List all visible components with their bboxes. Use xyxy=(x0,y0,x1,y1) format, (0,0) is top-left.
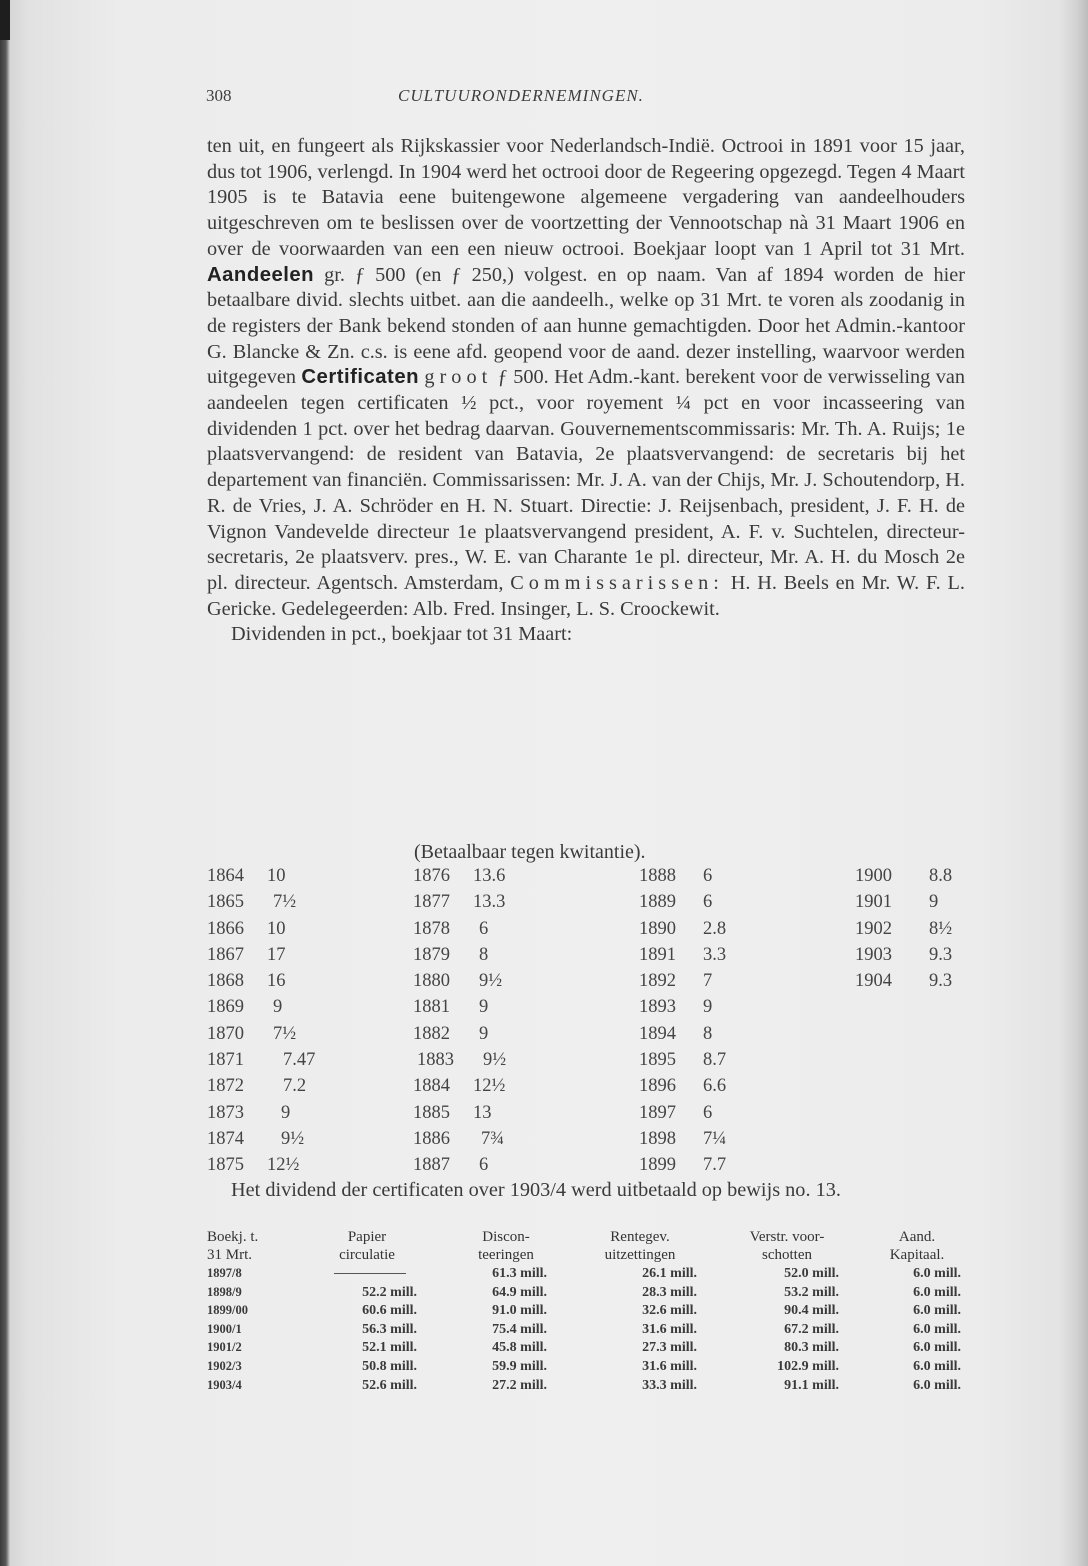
table-row: 1899/00 60.6 mill. 91.0 mill. 32.6 mill. 90.4 mill. 6.0 mill. xyxy=(207,1303,961,1319)
dividends-note: (Betaalbaar tegen kwitantie). xyxy=(414,841,646,863)
running-header xyxy=(206,86,966,116)
value: 9 xyxy=(479,997,489,1018)
value: 13 xyxy=(473,1102,492,1123)
table-row: 1901/2 52.1 mill. 45.8 mill. 27.3 mill. 80.3 mill. 6.0 mill. xyxy=(207,1340,961,1356)
spaced-text: groot xyxy=(424,366,493,389)
year: 1903 xyxy=(855,944,892,965)
year: 1882 xyxy=(413,1023,450,1044)
value: 6 xyxy=(703,866,713,886)
header-cell: Papier circulatie xyxy=(339,1229,395,1263)
header-cell: Aand. Kapitaal. xyxy=(889,1229,945,1263)
empty-dash xyxy=(327,1266,413,1282)
text-segment: gr. ƒ 500 (en ƒ 250,) volgest. en op naam. Van af 1894 worden de hier betaalbare divid. slechts uitbet. aan die aandeelh., welke op 31 Mrt. te voren als zoodanig in de registers der Bank bekend stonden of aan hunne gemachtigden. Door het Admin.-kantoor G. Blancke & Zn. c.s. is eene afd. geopend voor de aand. dezer instelling, waarvoor werden uitgegeven xyxy=(207,263,965,389)
year: 1868 xyxy=(207,971,244,992)
year: 1873 xyxy=(207,1102,244,1123)
year: 1898 xyxy=(639,1128,676,1149)
year: 1890 xyxy=(639,918,676,939)
value: 10 xyxy=(267,918,286,939)
book-spine-shadow xyxy=(0,0,10,40)
value: 10 xyxy=(267,866,286,886)
financial-table-body xyxy=(207,1266,967,1396)
table-row: 1903/4 52.6 mill. 27.2 mill. 33.3 mill. 91.1 mill. 6.0 mill. xyxy=(207,1377,961,1393)
year: 1867 xyxy=(207,944,244,965)
value: 9.3 xyxy=(929,971,953,992)
year: 1889 xyxy=(639,892,676,913)
year: 1901 xyxy=(855,892,892,913)
year: 1896 xyxy=(639,1076,676,1097)
year: 1883 xyxy=(417,1050,454,1071)
value: 9½ xyxy=(479,971,503,992)
year: 1897 xyxy=(639,1102,676,1123)
year: 1866 xyxy=(207,918,244,939)
year: 1880 xyxy=(413,971,450,992)
financial-table xyxy=(207,1228,967,1396)
value: 12½ xyxy=(473,1076,506,1097)
year: 1888 xyxy=(639,866,676,886)
value: 7.47 xyxy=(283,1050,316,1071)
year: 1864 xyxy=(207,866,244,886)
text-segment: H. H. Beels en Mr. W. F. L. Gericke. Gedelegeerden: Alb. Fred. Insinger, L. S. Croockewit. xyxy=(207,571,965,620)
value: 9 xyxy=(929,892,939,913)
year: 1893 xyxy=(639,997,676,1018)
value: 7¾ xyxy=(481,1128,505,1149)
value: 8 xyxy=(703,1023,713,1044)
table-row: 1897/8 61.3 mill. 26.1 mill. 52.0 mill. 6.0 mill. xyxy=(207,1266,961,1281)
value: 6 xyxy=(703,892,713,913)
year: 1900 xyxy=(855,866,892,886)
value: 8 xyxy=(479,944,489,965)
text-segment: ƒ 500. Het Adm.-kant. berekent voor de verwisseling van aandeelen tegen certificaten ½ pct., voor royement ¼ pct en voor incasseering van dividenden 1 pct. over het bedrag daarvan. Gouvernementscommissaris: Mr. Th. A. Ruijs; 1e plaatsvervangend: de resident van Batavia, 2e plaatsvervangend: de secretaris bij het departement van financiën. Commissarissen: Mr. J. A. van der Chijs, Mr. J. Schoutendorp, H. R. de Vries, J. A. Schröder en H. N. Stuart. Directie: J. Reijsenbach, president, J. F. H. de Vignon Vandevelde directeur 1e plaatsvervangend president, A. F. v. Suchtelen, directeur-secretaris, 2e plaatsverv. pres., W. E. van Charante 1e pl. directeur, Mr. A. H. du Mosch 2e pl. directeur. Agentsch. Amsterdam, xyxy=(207,366,966,594)
header-cell: Discon- teeringen xyxy=(478,1229,534,1263)
year: 1869 xyxy=(207,997,244,1018)
value: 13.3 xyxy=(473,892,506,913)
year: 1875 xyxy=(207,1155,244,1176)
value: 6 xyxy=(479,1155,489,1176)
header-cell: Verstr. voor- schotten xyxy=(749,1229,825,1263)
value: 2.8 xyxy=(703,918,727,939)
table-row: 1902/3 50.8 mill. 59.9 mill. 31.6 mill. 102.9 mill. 6.0 mill. xyxy=(207,1358,961,1374)
value: 16 xyxy=(267,971,286,992)
bold-heading-certificaten: Certificaten xyxy=(301,366,419,389)
value: 12½ xyxy=(267,1155,300,1176)
year: 1874 xyxy=(207,1128,244,1149)
spaced-text: Commissarissen: xyxy=(510,571,724,594)
value: 7½ xyxy=(273,1023,297,1044)
year: 1904 xyxy=(855,971,892,992)
year: 1871 xyxy=(207,1050,244,1071)
value: 9 xyxy=(479,1023,489,1044)
value: 7 xyxy=(703,971,713,992)
year: 1886 xyxy=(413,1128,450,1149)
year: 1878 xyxy=(413,918,450,939)
value: 17 xyxy=(267,944,286,965)
year: 1895 xyxy=(639,1050,676,1071)
year: 1877 xyxy=(413,892,450,913)
value: 7.2 xyxy=(283,1076,307,1097)
value: 8.7 xyxy=(703,1050,727,1071)
running-title: CULTUURONDERNEMINGEN. xyxy=(398,86,644,105)
year: 1876 xyxy=(413,866,450,886)
table-row: 1898/9 52.2 mill. 64.9 mill. 28.3 mill. 53.2 mill. 6.0 mill. xyxy=(207,1284,961,1300)
value: 3.3 xyxy=(703,944,727,965)
year: 1894 xyxy=(639,1023,676,1044)
year: 1899 xyxy=(639,1155,676,1176)
financial-table-header xyxy=(207,1228,967,1266)
value: 9 xyxy=(281,1102,291,1123)
value: 6 xyxy=(479,918,489,939)
year: 1870 xyxy=(207,1023,244,1044)
value: 6 xyxy=(703,1102,713,1123)
table-row: 1900/1 56.3 mill. 75.4 mill. 31.6 mill. 67.2 mill. 6.0 mill. xyxy=(207,1321,961,1337)
year: 1879 xyxy=(413,944,450,965)
year: 1887 xyxy=(413,1155,450,1176)
note-text: Het dividend der certificaten over 1903/4 werd uitbetaald op bewijs no. 13. xyxy=(231,1179,841,1201)
year: 1885 xyxy=(413,1102,450,1123)
value: 13.6 xyxy=(473,866,506,886)
value: 7½ xyxy=(273,892,297,913)
value: 8.8 xyxy=(929,866,953,886)
value: 9½ xyxy=(281,1128,305,1149)
year: 1892 xyxy=(639,971,676,992)
year: 1902 xyxy=(855,918,892,939)
main-paragraph xyxy=(207,134,965,648)
year: 1865 xyxy=(207,892,244,913)
value: 6.6 xyxy=(703,1076,727,1097)
header-cell: Boekj. t. 31 Mrt. xyxy=(207,1229,259,1263)
certificate-dividend-note xyxy=(207,1178,965,1203)
bold-heading-aandeelen: Aandeelen xyxy=(207,263,315,286)
year: 1891 xyxy=(639,944,676,965)
value: 9.3 xyxy=(929,944,953,965)
year: 1881 xyxy=(413,997,450,1018)
value: 7¼ xyxy=(703,1128,727,1149)
value: 9 xyxy=(703,997,713,1018)
value: 9 xyxy=(273,997,283,1018)
value: 8½ xyxy=(929,918,953,939)
page-number: 308 xyxy=(206,86,232,105)
dividends-intro: Dividenden in pct., boekjaar tot 31 Maart: xyxy=(231,623,573,646)
year: 1884 xyxy=(413,1076,450,1097)
value: 7.7 xyxy=(703,1155,727,1176)
value: 9½ xyxy=(483,1050,507,1071)
header-cell: Rentegev. uitzettingen xyxy=(604,1229,676,1263)
text-segment: ten uit, en fungeert als Rijkskassier voor Nederlandsch-Indië. Octrooi in 1891 voor 15 jaar, dus tot 1906, verlengd. In 1904 werd het octrooi door de Regeering opgezegd. Tegen 4 Maart 1905 is te Batavia eene buitengewone algemeene vergadering van aandeelhouders uitgeschreven om te beslissen over de voortzetting der Vennootschap nà 31 Maart 1906 en over de voorwaarden van een een nieuw octrooi. Boekjaar loopt van 1 April tot 31 Mrt. xyxy=(207,135,965,260)
year: 1872 xyxy=(207,1076,244,1097)
